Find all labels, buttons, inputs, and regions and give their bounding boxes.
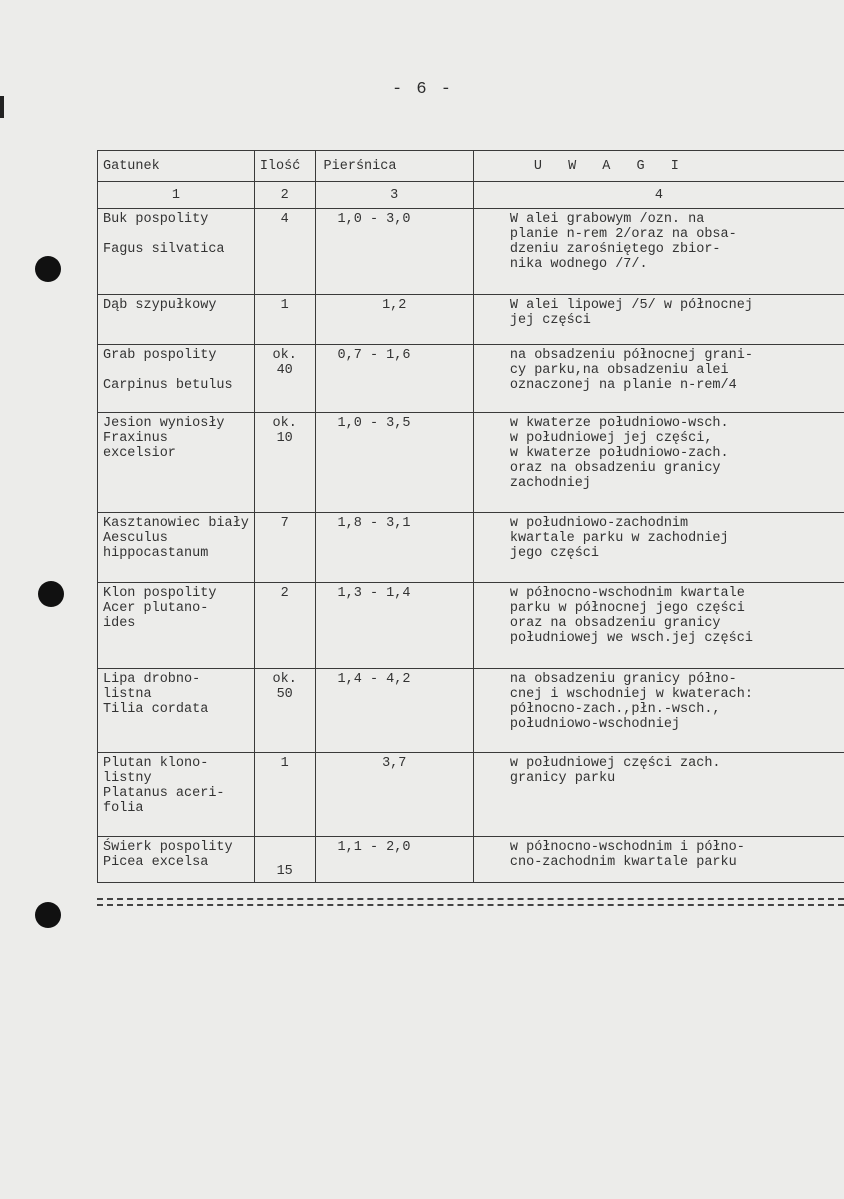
notes-cell: W alei lipowej /5/ w północnej jej części [473, 295, 844, 345]
notes-cell: na obsadzeniu północnej grani- cy parku,na obsadzeniu alei oznaczonej na planie n-rem/4 [473, 345, 844, 413]
notes-cell: w południowo-zachodnim kwartale parku w zachodniej jego części [473, 513, 844, 583]
dbh-cell: 1,0 - 3,0 [315, 209, 473, 295]
dbh-cell: 1,3 - 1,4 [315, 583, 473, 669]
header-count: Ilość [254, 151, 315, 182]
notes-cell: w północno-wschodnim i półno- cno-zachodnim kwartale parku [473, 837, 844, 883]
column-number: 3 [315, 182, 473, 209]
table-row [98, 753, 844, 837]
header-dbh: Pierśnica [315, 151, 473, 182]
species-cell: Lipa drobno- listna Tilia cordata [98, 669, 255, 753]
table-row [98, 295, 844, 345]
species-cell: Kasztanowiec biały Aesculus hippocastanum [98, 513, 255, 583]
dbh-cell: 1,2 [315, 295, 473, 345]
notes-cell: na obsadzeniu granicy półno- cnej i wschodniej w kwaterach: północno-zach.,płn.-wsch., południowo-wschodniej [473, 669, 844, 753]
punch-hole [35, 256, 61, 282]
species-cell: Świerk pospolity Picea excelsa [98, 837, 255, 883]
dbh-cell: 1,8 - 3,1 [315, 513, 473, 583]
column-number: 1 [98, 182, 255, 209]
punch-hole [38, 581, 64, 607]
notes-cell: W alei grabowym /ozn. na planie n-rem 2/oraz na obsa- dzeniu zarośniętego zbior- nika wodnego /7/. [473, 209, 844, 295]
dbh-cell: 0,7 - 1,6 [315, 345, 473, 413]
species-cell: Jesion wyniosły Fraxinus excelsior [98, 413, 255, 513]
column-number: 4 [473, 182, 844, 209]
species-cell: Grab pospolity Carpinus betulus [98, 345, 255, 413]
species-cell: Buk pospolity Fagus silvatica [98, 209, 255, 295]
table-row [98, 583, 844, 669]
count-cell: 15 [254, 837, 315, 883]
header-row [98, 151, 844, 182]
table-row [98, 209, 844, 295]
dbh-cell: 1,1 - 2,0 [315, 837, 473, 883]
punch-hole [35, 902, 61, 928]
species-table [97, 150, 844, 883]
dbh-cell: 3,7 [315, 753, 473, 837]
count-cell: 2 [254, 583, 315, 669]
notes-cell: w północno-wschodnim kwartale parku w północnej jego części oraz na obsadzeniu granicy południowej we wsch.jej części [473, 583, 844, 669]
dbh-cell: 1,0 - 3,5 [315, 413, 473, 513]
table-row [98, 345, 844, 413]
header-species: Gatunek [98, 151, 255, 182]
species-cell: Dąb szypułkowy [98, 295, 255, 345]
count-cell: 1 [254, 753, 315, 837]
count-cell: ok. 50 [254, 669, 315, 753]
page-number: - 6 - [392, 80, 454, 99]
table-row [98, 413, 844, 513]
table-row [98, 513, 844, 583]
count-cell: 7 [254, 513, 315, 583]
notes-cell: w kwaterze południowo-wsch. w południowej jej części, w kwaterze południowo-zach. oraz na obsadzeniu granicy zachodniej [473, 413, 844, 513]
species-cell: Plutan klono- listny Platanus aceri- folia [98, 753, 255, 837]
table-row [98, 837, 844, 883]
column-number-row [98, 182, 844, 209]
count-cell: ok. 40 [254, 345, 315, 413]
table-row [98, 669, 844, 753]
count-cell: ok. 10 [254, 413, 315, 513]
count-cell: 4 [254, 209, 315, 295]
dbh-cell: 1,4 - 4,2 [315, 669, 473, 753]
table-bottom-rule [97, 898, 844, 906]
edge-mark [0, 96, 4, 118]
notes-cell: w południowej części zach. granicy parku [473, 753, 844, 837]
column-number: 2 [254, 182, 315, 209]
header-notes: U W A G I [473, 151, 844, 182]
count-cell: 1 [254, 295, 315, 345]
species-cell: Klon pospolity Acer plutano- ides [98, 583, 255, 669]
